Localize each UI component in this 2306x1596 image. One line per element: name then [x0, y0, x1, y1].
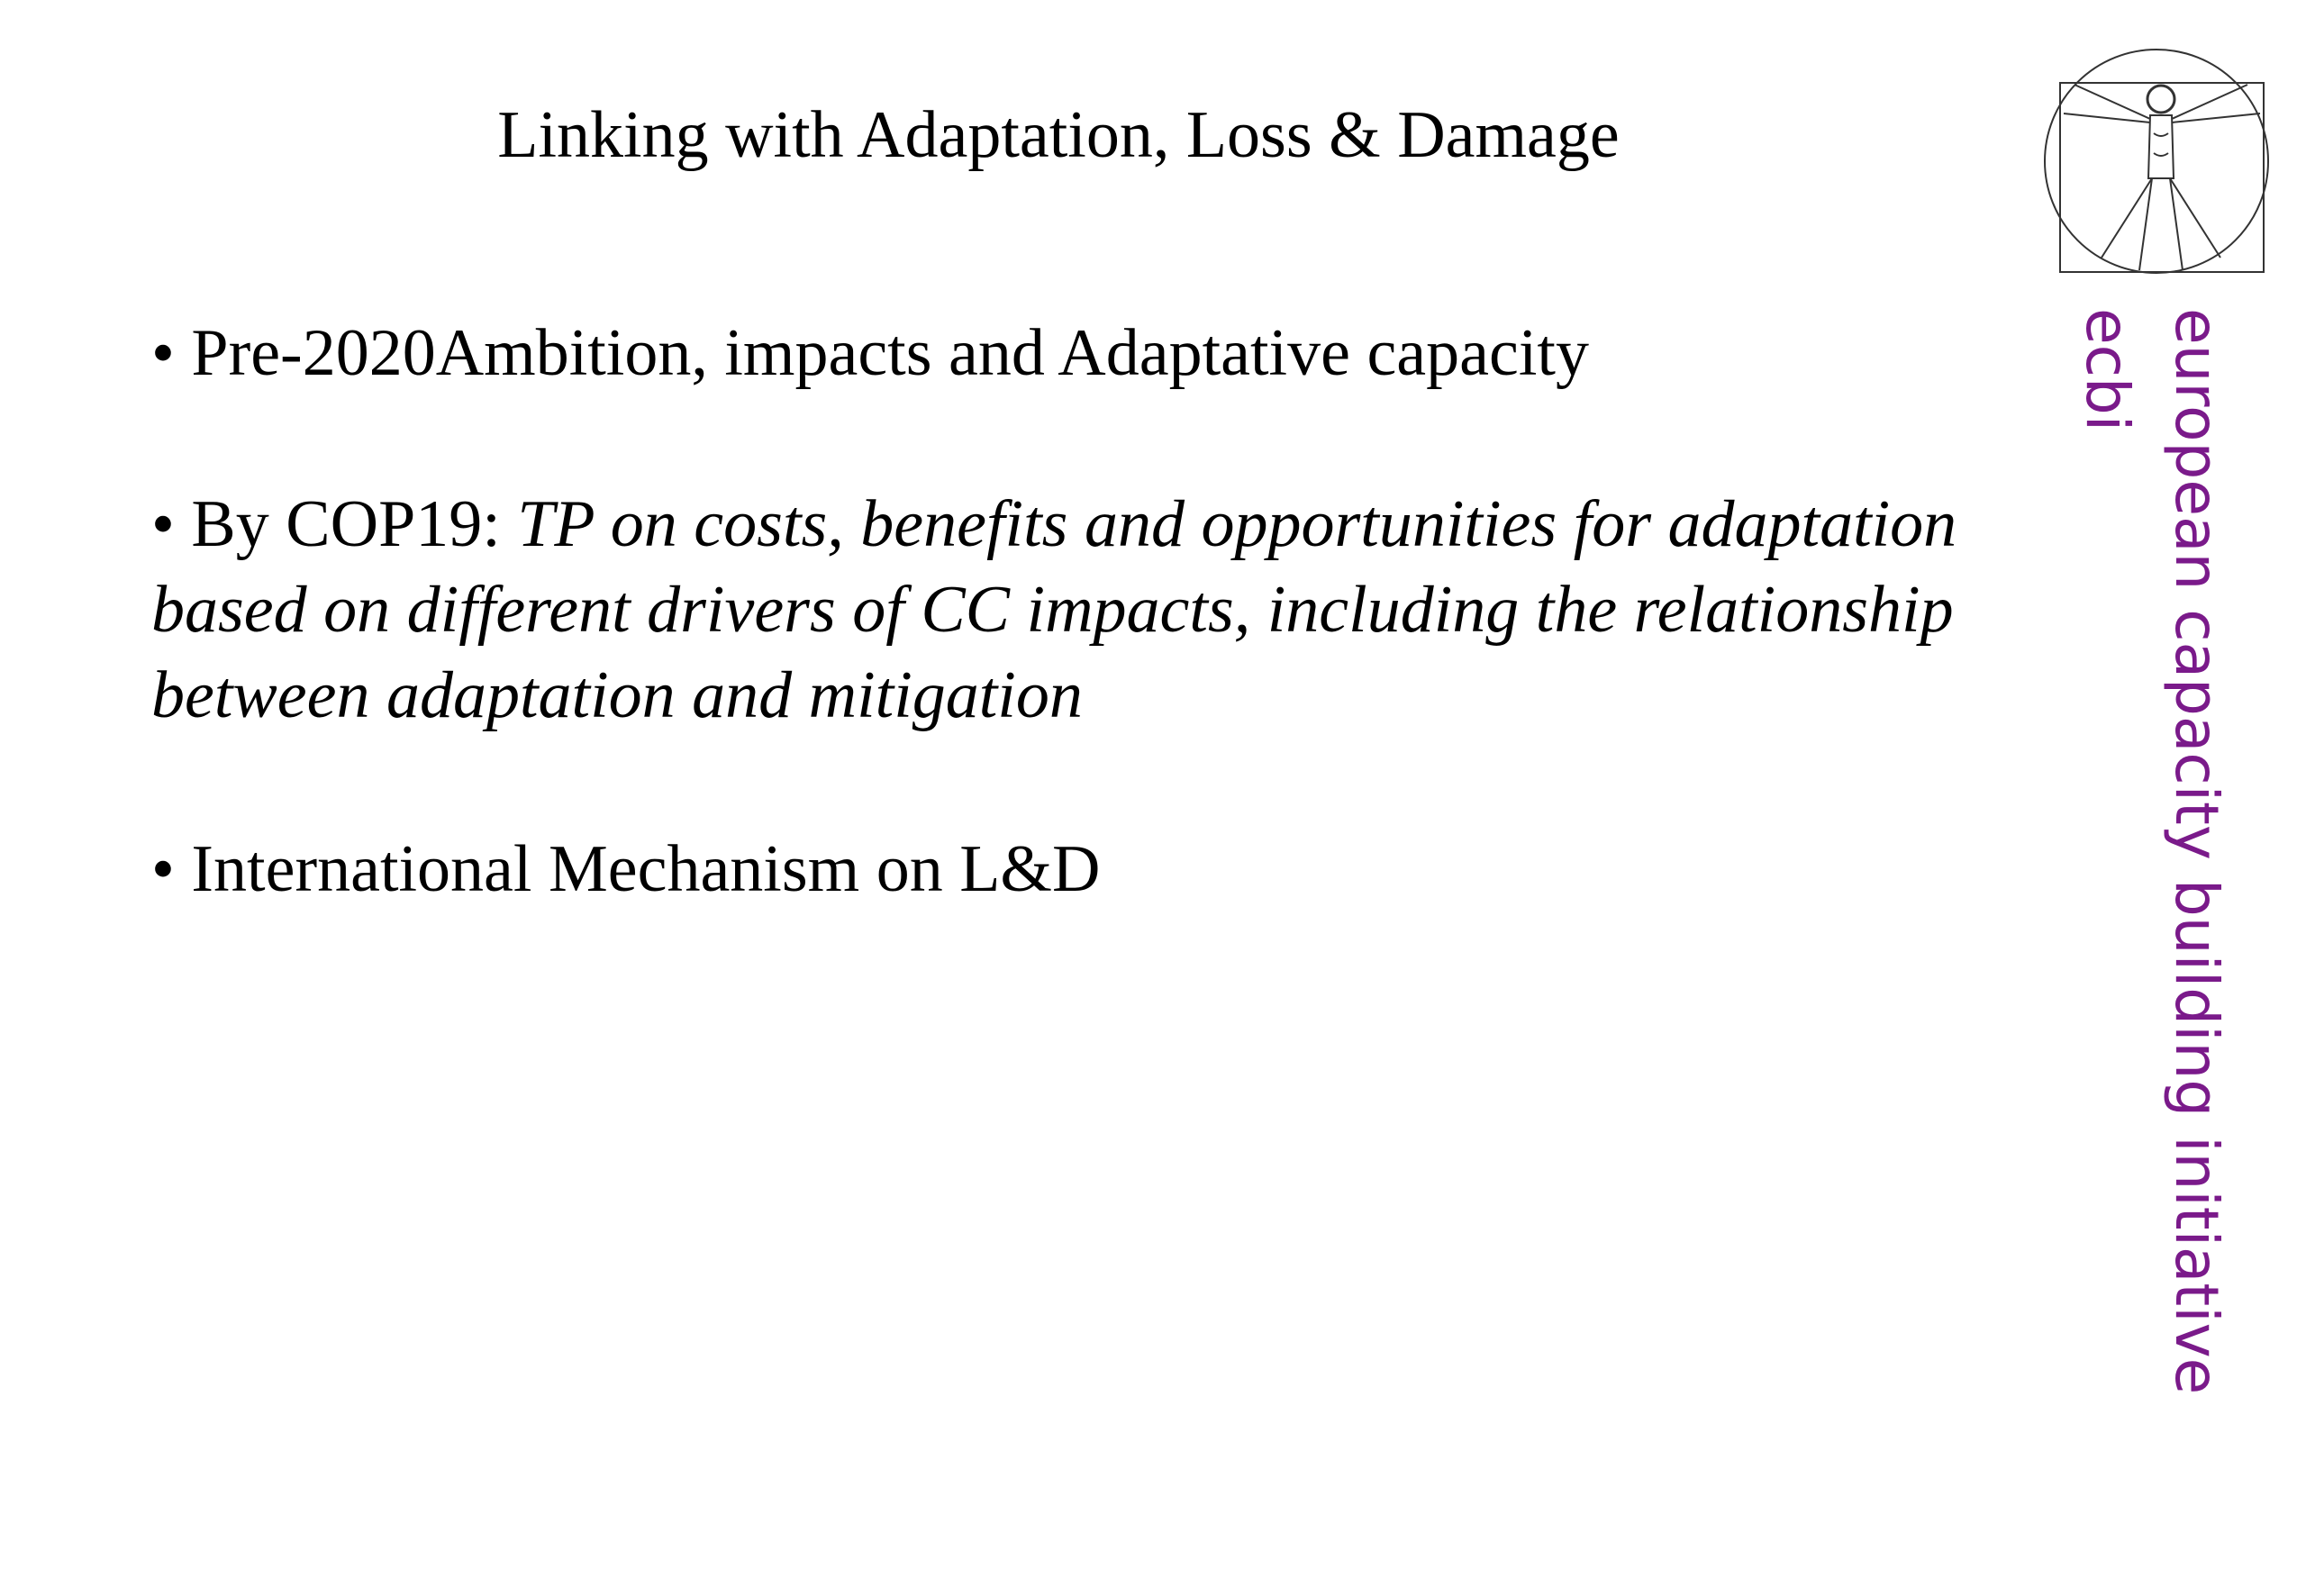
bullet-international-mechanism: • International Mechanism on L&D — [151, 832, 1101, 906]
slide-title: Linking with Adaptation, Loss & Damage — [497, 98, 1620, 172]
bullet-cop19-lead: • By COP19: — [151, 487, 518, 561]
branding-full-name: european capacity building initiative — [2162, 308, 2231, 1395]
bullet-cop19 — [151, 482, 1989, 739]
bullet-pre-2020: • Pre-2020Ambition, impacts and Adaptative capacity — [151, 316, 1589, 390]
branding-acronym: ecbi — [2073, 308, 2142, 432]
ecbi-branding — [2063, 308, 2241, 1461]
bullet-cop19-detail: TP on costs, benefits and opportunities for adaptation based on different drivers of CC impacts, including the relationship between adaptation and mitigation — [151, 487, 1957, 732]
vitruvian-man-icon — [2038, 43, 2274, 279]
